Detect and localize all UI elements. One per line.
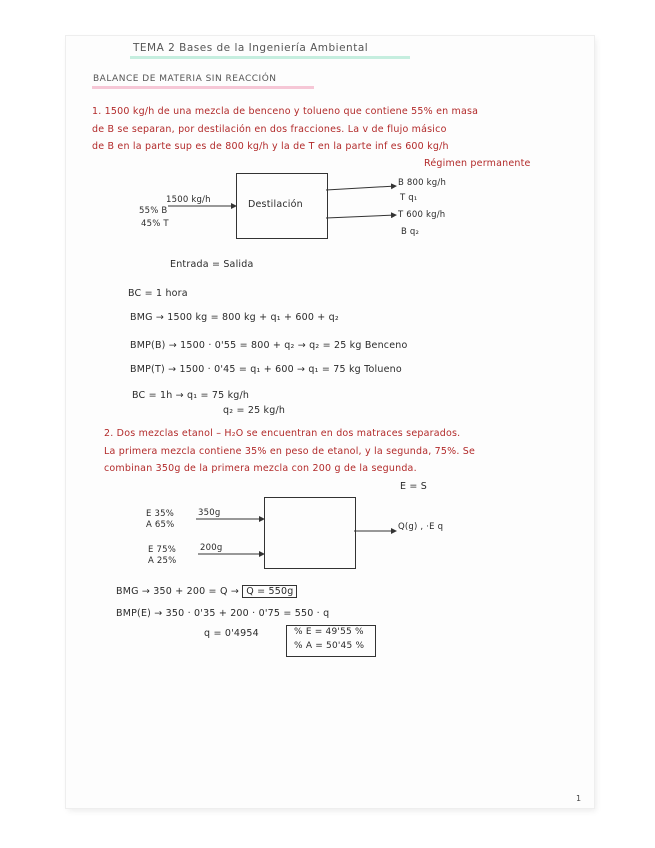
p1-eq-bc-result1: BC = 1h → q₁ = 75 kg/h xyxy=(132,390,250,401)
p2-out-label: Q(g) , ·E q xyxy=(398,522,444,532)
p2-in2-a: A 25% xyxy=(148,556,177,566)
p2-in1-a: A 65% xyxy=(146,520,175,530)
problem2-line2: La primera mezcla contiene 35% en peso de etanol, y la segunda, 75%. Se xyxy=(104,446,476,457)
p2-eq-bmg xyxy=(116,586,297,597)
p1-eq-bmp-t: BMP(T) → 1500 · 0'45 = q₁ + 600 → q₁ = 75 kg Tolueno xyxy=(130,364,402,375)
distillation-unit-label: Destilación xyxy=(248,199,303,210)
p2-result-a: % A = 50'45 % xyxy=(294,641,365,651)
p2-eq-bmg-result: Q = 550g xyxy=(242,585,297,598)
problem2-line1: 2. Dos mezclas etanol – H₂O se encuentran en dos matraces separados. xyxy=(104,428,461,439)
p2-in2-flow: 200g xyxy=(200,543,223,553)
page-number: 1 xyxy=(576,794,582,803)
p2-eq-bmg-text: BMG → 350 + 200 = Q → xyxy=(116,586,239,597)
p2-eq-bmp-e: BMP(E) → 350 · 0'35 + 200 · 0'75 = 550 · q xyxy=(116,608,330,619)
p1-out-bot-b: B q₂ xyxy=(401,227,420,237)
p1-out-top-t: T q₁ xyxy=(400,193,418,203)
p1-input-flow: 1500 kg/h xyxy=(166,195,211,205)
page-title: TEMA 2 Bases de la Ingeniería Ambiental xyxy=(133,42,369,54)
p1-eq-bmp-b: BMP(B) → 1500 · 0'55 = 800 + q₂ → q₂ = 25 kg Benceno xyxy=(130,340,408,351)
p1-eq-entrada-salida: Entrada = Salida xyxy=(170,259,254,270)
p1-input-t: 45% T xyxy=(141,219,169,229)
p1-input-b: 55% B xyxy=(139,206,168,216)
section-title: BALANCE DE MATERIA SIN REACCIÓN xyxy=(93,74,277,84)
problem1-line2: de B se separan, por destilación en dos fracciones. La v de flujo másico xyxy=(92,124,447,135)
problem2-line3: combinan 350g de la primera mezcla con 200 g de la segunda. xyxy=(104,463,417,474)
p1-top-output-arrow xyxy=(326,186,396,190)
p1-eq-bc-result2: q₂ = 25 kg/h xyxy=(223,405,286,416)
p2-in1-flow: 350g xyxy=(198,508,221,518)
p1-eq-bmg: BMG → 1500 kg = 800 kg + q₁ + 600 + q₂ xyxy=(130,312,339,323)
p1-bottom-output-arrow xyxy=(326,215,396,218)
p2-result-e: % E = 49'55 % xyxy=(294,627,364,637)
problem1-line1: 1. 1500 kg/h de una mezcla de benceno y tolueno que contiene 55% en masa xyxy=(92,106,479,117)
p2-eq-q: q = 0'4954 xyxy=(204,628,259,639)
p2-in2-e: E 75% xyxy=(148,545,176,555)
problem1-line3: de B en la parte sup es de 800 kg/h y la de T en la parte inf es 600 kg/h xyxy=(92,141,449,152)
p1-out-bot-t: T 600 kg/h xyxy=(398,210,446,220)
p1-out-top-b: B 800 kg/h xyxy=(398,178,447,188)
problem1-regime: Régimen permanente xyxy=(424,158,531,169)
p2-in1-e: E 35% xyxy=(146,509,174,519)
p2-es-label: E = S xyxy=(400,481,428,492)
p1-eq-bc: BC = 1 hora xyxy=(128,288,188,299)
